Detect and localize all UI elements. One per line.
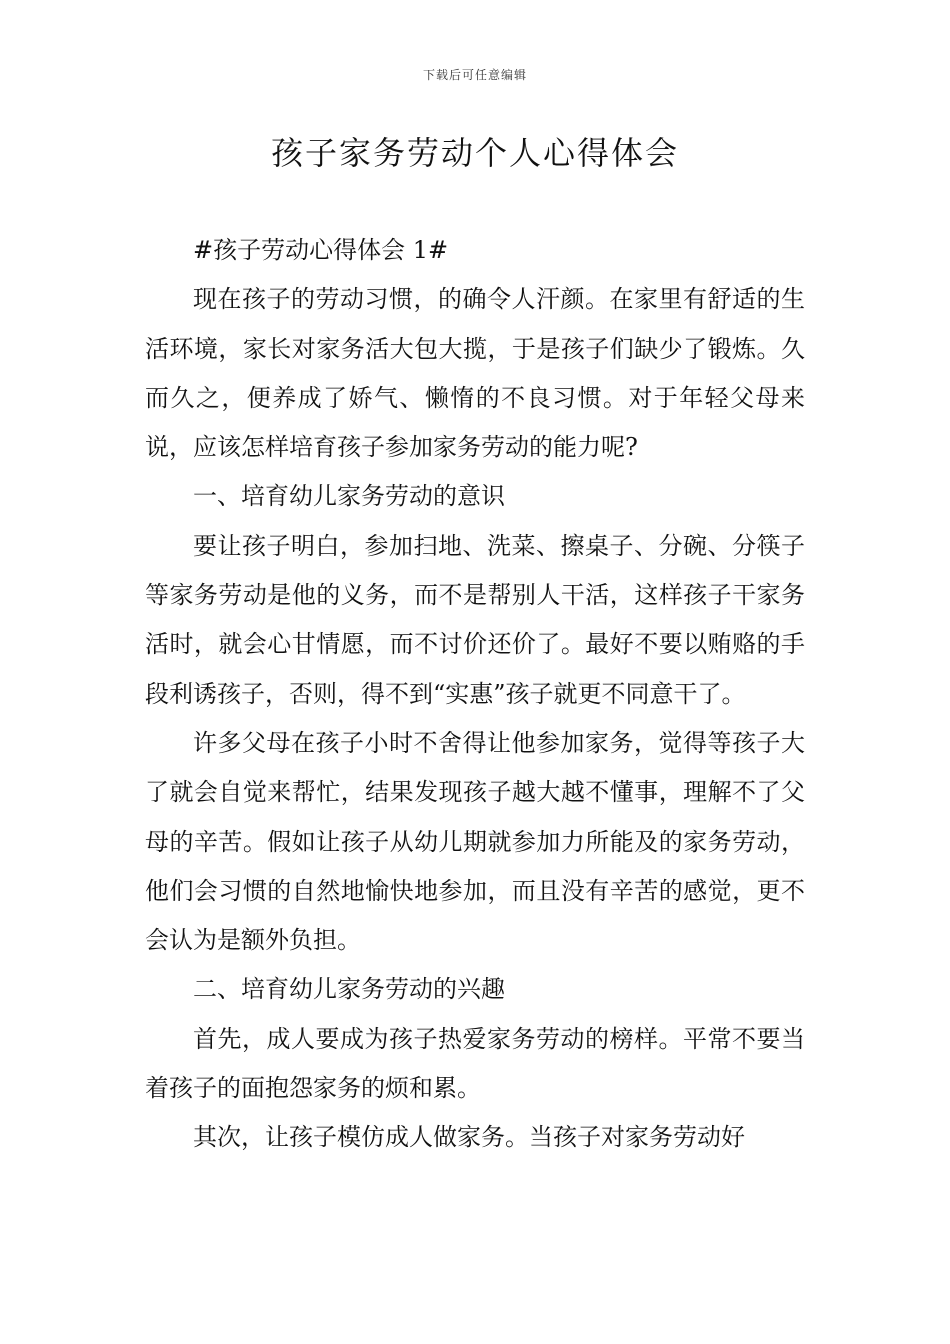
header-note: 下载后可任意编辑 xyxy=(422,68,527,82)
document-title: 孩子家务劳动个人心得体会 xyxy=(270,134,679,172)
document-body xyxy=(145,226,805,1163)
paragraph: 要让孩子明白，参加扫地、洗菜、擦桌子、分碗、分筷子等家务劳动是他的义务，而不是帮别人干活，这样孩子干家务活时，就会心甘情愿，而不讨价还价了。最好不要以贿赂的手段利诱孩子，否则，得不到“实惠”孩子就更不同意干了。 xyxy=(145,531,805,708)
subheading: 二、培育幼儿家务劳动的兴趣 xyxy=(193,975,505,1004)
paragraph: 许多父母在孩子小时不舍得让他参加家务，觉得等孩子大了就会自觉来帮忙，结果发现孩子越大越不懂事，理解不了父母的辛苦。假如让孩子从幼儿期就参加力所能及的家务劳动，他们会习惯的自然地愉快地参加，而且没有辛苦的感觉，更不会认为是额外负担。 xyxy=(145,728,805,955)
paragraph: 首先，成人要成为孩子热爱家务劳动的榜样。平常不要当着孩子的面抱怨家务的烦和累。 xyxy=(145,1024,805,1103)
paragraph: 其次，让孩子模仿成人做家务。当孩子对家务劳动好 xyxy=(193,1123,745,1152)
paragraph: 现在孩子的劳动习惯，的确令人汗颜。在家里有舒适的生活环境，家长对家务活大包大揽，于是孩子们缺少了锻炼。久而久之，便养成了娇气、懒惰的不良习惯。对于年轻父母来说，应该怎样培育孩子参加家务劳动的能力呢? xyxy=(145,285,805,462)
subheading: 一、培育幼儿家务劳动的意识 xyxy=(193,482,505,511)
section-heading-1: #孩子劳动心得体会 1# xyxy=(193,236,449,264)
